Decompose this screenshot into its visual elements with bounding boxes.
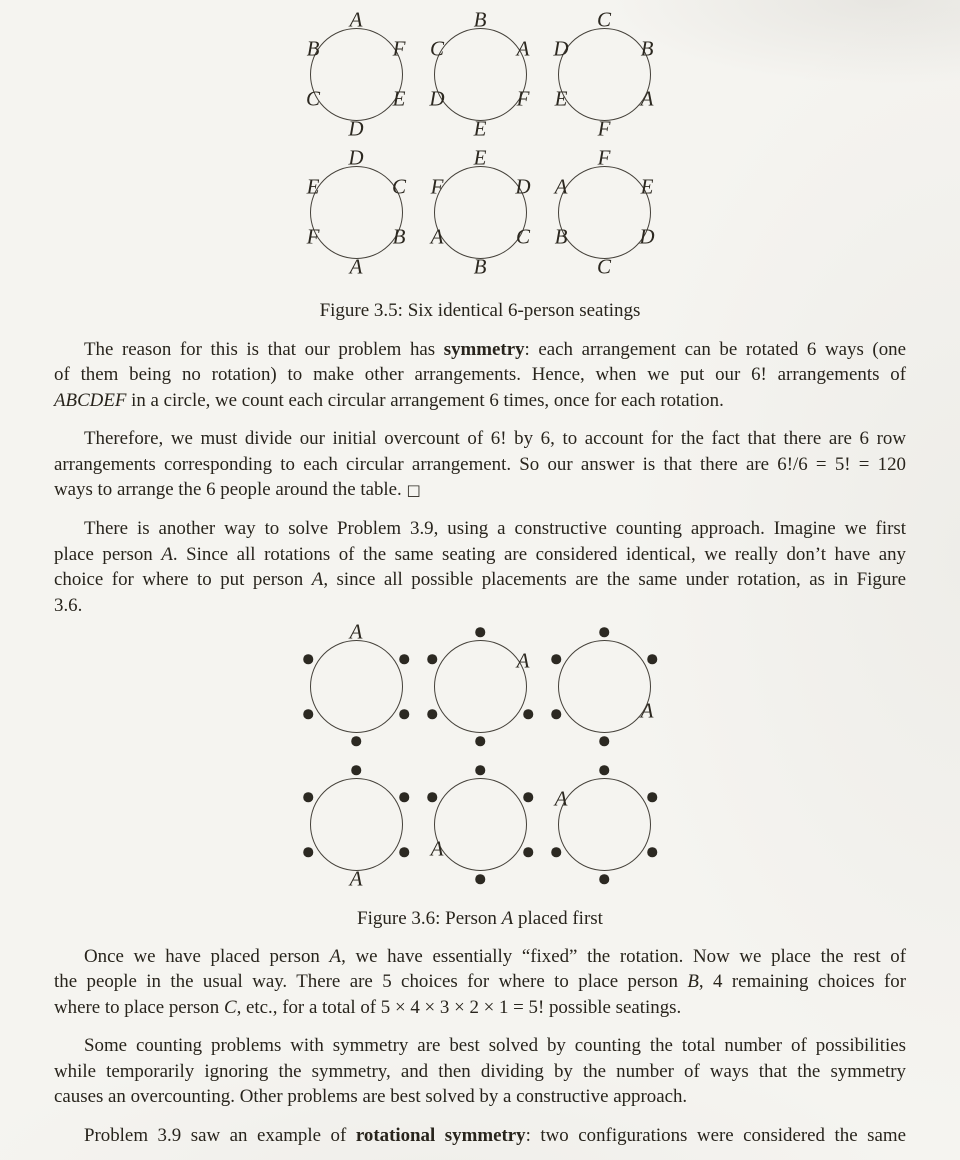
seating-circle bbox=[418, 620, 542, 755]
person-a-label: A bbox=[349, 866, 363, 891]
seat-label: B bbox=[392, 224, 406, 249]
seating-circle bbox=[542, 8, 666, 143]
text-line bbox=[54, 593, 906, 618]
seat-label: D bbox=[639, 224, 655, 249]
person-dot bbox=[599, 736, 609, 746]
text-segment: Problem 3.9 saw an example of bbox=[84, 1124, 356, 1146]
text-segment: ABCDEF bbox=[54, 389, 127, 411]
figure-row bbox=[294, 758, 666, 893]
person-dot bbox=[551, 847, 561, 857]
text-segment: There is another way to solve Problem 3.9, using a constructive counting approach. Imagine we first bbox=[84, 518, 906, 540]
seat-label: F bbox=[306, 224, 320, 249]
seat-label: C bbox=[515, 224, 531, 249]
seat-label: F bbox=[392, 36, 406, 61]
text-segment: the people in the usual way. There are 5 choices for where to place person bbox=[54, 971, 688, 993]
text-line bbox=[54, 1033, 906, 1058]
figure-row bbox=[294, 8, 666, 143]
text-segment: , etc., for a total of 5 × 4 × 3 × 2 × 1 = 5! possible seatings. bbox=[236, 996, 682, 1018]
text-segment: choice for where to put person bbox=[54, 569, 312, 591]
text-line bbox=[54, 426, 906, 451]
text-segment: symmetry bbox=[443, 339, 525, 360]
text-segment: Once we have placed person bbox=[84, 946, 330, 968]
person-a-label: A bbox=[430, 836, 444, 861]
circle-outline bbox=[310, 28, 403, 121]
person-a-label: A bbox=[640, 698, 654, 723]
seating-circle bbox=[542, 620, 666, 755]
figure-3-6-caption bbox=[357, 907, 603, 931]
person-dot bbox=[399, 654, 409, 664]
person-a-label: A bbox=[554, 786, 568, 811]
circle-outline bbox=[434, 166, 527, 259]
text-segment: : each arrangement can be rotated 6 ways (one bbox=[524, 339, 906, 360]
person-dot bbox=[427, 792, 437, 802]
text-segment: , we have essentially “fixed” the rotation. Now we place the rest of bbox=[341, 946, 906, 968]
text-segment: causes an overcounting. Other problems are best solved by a constructive approach. bbox=[54, 1086, 688, 1108]
body-text-block-1 bbox=[54, 337, 906, 618]
text-segment: C bbox=[223, 996, 237, 1018]
text-segment: Therefore, we must divide our initial overcount of 6! by 6, to account for the fact that there are 6 row bbox=[84, 428, 906, 450]
seating-circle bbox=[542, 758, 666, 893]
text-segment: , since all possible placements are the same under rotation, as in Figure bbox=[323, 569, 906, 591]
text-line bbox=[54, 388, 906, 413]
seat-label: A bbox=[349, 254, 363, 279]
circle-outline bbox=[434, 778, 527, 871]
seat-label: D bbox=[348, 145, 364, 170]
seat-label: A bbox=[554, 174, 568, 199]
text-line bbox=[54, 362, 906, 387]
text-segment: A bbox=[329, 946, 342, 968]
paragraph-counting-strategy bbox=[54, 1033, 906, 1109]
seat-label: C bbox=[305, 86, 321, 111]
seat-label: C bbox=[429, 36, 445, 61]
figure-3-5 bbox=[0, 0, 960, 323]
person-dot bbox=[351, 765, 361, 775]
text-segment: , 4 remaining choices for bbox=[698, 971, 906, 993]
text-line bbox=[54, 995, 906, 1020]
figure-row bbox=[294, 620, 666, 755]
text-segment: Figure 3.5: Six identical 6-person seatings bbox=[319, 300, 641, 321]
circle-outline bbox=[434, 28, 527, 121]
text-segment: in a circle, we count each circular arrangement 6 times, once for each rotation. bbox=[126, 389, 724, 411]
circle-outline bbox=[558, 28, 651, 121]
seat-label: E bbox=[306, 174, 320, 199]
person-dot bbox=[551, 709, 561, 719]
person-dot bbox=[427, 654, 437, 664]
person-dot bbox=[303, 792, 313, 802]
seat-label: F bbox=[597, 145, 611, 170]
seat-label: C bbox=[596, 254, 612, 279]
person-dot bbox=[523, 847, 533, 857]
seating-circle bbox=[294, 8, 418, 143]
text-segment: A bbox=[161, 543, 173, 565]
text-segment: Figure 3.6: Person bbox=[357, 908, 502, 930]
person-dot bbox=[475, 627, 485, 637]
text-line bbox=[54, 542, 906, 567]
circle-outline bbox=[558, 166, 651, 259]
person-dot bbox=[427, 709, 437, 719]
circle-outline bbox=[310, 778, 403, 871]
seat-label: A bbox=[349, 7, 363, 32]
text-segment: place person bbox=[54, 543, 162, 565]
figure-3-6-diagrams bbox=[294, 620, 666, 893]
paragraph-symmetry bbox=[54, 337, 906, 413]
person-dot bbox=[599, 765, 609, 775]
text-line bbox=[54, 567, 906, 592]
seating-circle bbox=[294, 146, 418, 281]
person-dot bbox=[647, 847, 657, 857]
person-dot bbox=[351, 736, 361, 746]
seat-label: D bbox=[348, 116, 364, 141]
person-dot bbox=[303, 709, 313, 719]
text-line bbox=[54, 944, 906, 969]
person-dot bbox=[475, 765, 485, 775]
person-dot bbox=[523, 709, 533, 719]
person-dot bbox=[647, 654, 657, 664]
seat-label: A bbox=[640, 86, 654, 111]
person-dot bbox=[599, 627, 609, 637]
seat-label: A bbox=[430, 224, 444, 249]
seat-label: F bbox=[597, 116, 611, 141]
seat-label: E bbox=[640, 174, 654, 199]
text-line bbox=[54, 337, 906, 362]
seat-label: E bbox=[554, 86, 568, 111]
person-dot bbox=[551, 654, 561, 664]
seat-label: D bbox=[429, 86, 445, 111]
person-dot bbox=[303, 847, 313, 857]
text-segment: placed first bbox=[513, 908, 603, 930]
figure-3-5-diagrams bbox=[294, 8, 666, 281]
text-segment: Some counting problems with symmetry are best solved by counting the total number of possibilities bbox=[84, 1035, 906, 1057]
person-dot bbox=[399, 792, 409, 802]
text-line bbox=[54, 477, 906, 503]
text-segment: where to place person bbox=[54, 996, 224, 1018]
figure-3-5-caption bbox=[320, 299, 641, 323]
text-line bbox=[54, 1084, 906, 1109]
seat-label: B bbox=[473, 7, 487, 32]
text-segment: rotational symmetry bbox=[355, 1124, 526, 1146]
seat-label: E bbox=[392, 86, 406, 111]
seat-label: D bbox=[515, 174, 531, 199]
person-dot bbox=[303, 654, 313, 664]
seating-circle bbox=[418, 8, 542, 143]
paragraph-divide-overcount bbox=[54, 426, 906, 503]
person-dot bbox=[475, 874, 485, 884]
paragraph-fixed-rotation bbox=[54, 944, 906, 1020]
seat-label: A bbox=[516, 36, 530, 61]
seat-label: C bbox=[596, 7, 612, 32]
figure-row bbox=[294, 146, 666, 281]
seating-circle bbox=[418, 146, 542, 281]
person-dot bbox=[399, 847, 409, 857]
seat-label: F bbox=[430, 174, 444, 199]
circle-outline bbox=[310, 166, 403, 259]
seating-circle bbox=[294, 758, 418, 893]
qed-square: □ bbox=[406, 481, 421, 500]
seat-label: B bbox=[554, 224, 568, 249]
seat-label: B bbox=[306, 36, 320, 61]
text-line bbox=[54, 1059, 906, 1084]
text-segment: while temporarily ignoring the symmetry, and then dividing by the number of ways that the symmetry bbox=[54, 1060, 906, 1082]
text-segment: arrangements corresponding to each circular arrangement. So our answer is that there are 6!/6 = 5! = 120 bbox=[54, 453, 906, 475]
text-segment: A bbox=[311, 569, 324, 591]
seat-label: D bbox=[553, 36, 569, 61]
text-segment: . Since all rotations of the same seating are considered identical, we really don’t have any bbox=[172, 543, 906, 565]
seat-label: F bbox=[516, 86, 530, 111]
person-a-label: A bbox=[349, 619, 363, 644]
figure-3-6 bbox=[0, 618, 960, 931]
person-dot bbox=[475, 736, 485, 746]
text-segment: B bbox=[687, 971, 699, 993]
text-line bbox=[54, 516, 906, 541]
person-dot bbox=[399, 709, 409, 719]
text-segment: of them being no rotation) to make other arrangements. Hence, when we put our 6! arrangements of bbox=[54, 364, 906, 386]
text-line bbox=[54, 969, 906, 994]
circle-outline bbox=[310, 640, 403, 733]
seating-circle bbox=[542, 146, 666, 281]
paragraph-constructive-approach bbox=[54, 516, 906, 618]
circle-outline bbox=[558, 778, 651, 871]
text-segment: A bbox=[501, 908, 514, 930]
paragraph-rotational-symmetry bbox=[54, 1123, 906, 1148]
seat-label: B bbox=[473, 254, 487, 279]
body-text-block-2 bbox=[54, 944, 906, 1148]
person-dot bbox=[523, 792, 533, 802]
seat-label: B bbox=[640, 36, 654, 61]
circle-outline bbox=[558, 640, 651, 733]
text-line bbox=[54, 452, 906, 477]
seating-circle bbox=[418, 758, 542, 893]
circle-outline bbox=[434, 640, 527, 733]
seat-label: E bbox=[473, 145, 487, 170]
text-segment: The reason for this is that our problem has bbox=[84, 339, 444, 360]
person-dot bbox=[599, 874, 609, 884]
seat-label: C bbox=[391, 174, 407, 199]
text-segment: ways to arrange the 6 people around the table. bbox=[54, 479, 407, 501]
text-segment: : two configurations were considered the same bbox=[525, 1124, 906, 1146]
person-a-label: A bbox=[516, 648, 530, 673]
seating-circle bbox=[294, 620, 418, 755]
person-dot bbox=[647, 792, 657, 802]
text-segment: 3.6. bbox=[54, 594, 83, 616]
text-line bbox=[54, 1123, 906, 1148]
seat-label: E bbox=[473, 116, 487, 141]
